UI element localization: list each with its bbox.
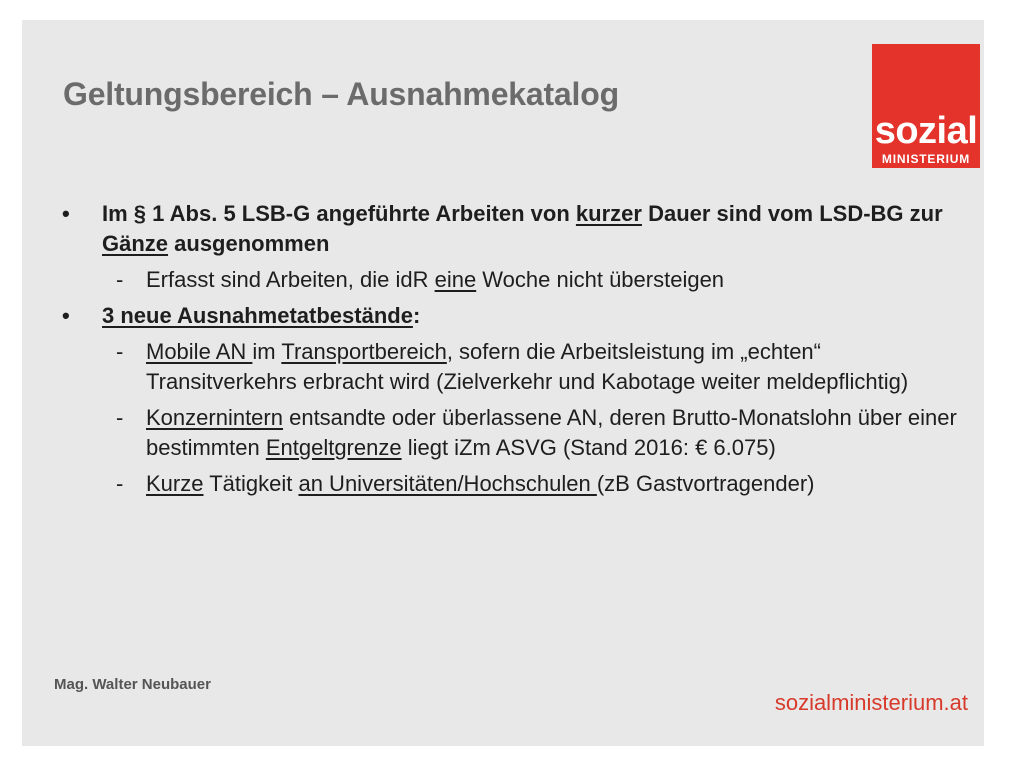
sub-bullet-text [146,267,724,292]
text-run: (zB Gastvortragender) [596,471,815,496]
text-run: eine [434,267,477,292]
bullet-text [102,201,943,256]
text-run: : [412,303,421,328]
text-run: , sofern die Arbeitsleistung im „echten“ Transitverkehrs erbracht wird (Zielverkehr und Kabotage weiter meldepflichtig) [146,339,909,394]
text-run: ausgenommen [168,231,330,256]
sub-bullet-item [60,265,960,295]
text-run: Woche nicht übersteigen [476,267,725,292]
sub-bullet-item [60,337,960,397]
text-run: Kurze [146,471,204,496]
text-run: entsandte oder überlassene AN, deren Brutto-Monatslohn über einer bestimmten [146,405,957,460]
sub-bullet-item [60,469,960,499]
sub-bullet-text [146,405,957,460]
sub-bullet-marker: - [116,471,124,496]
text-run: Konzernintern [146,405,283,430]
text-run: 3 neue Ausnahmetatbestände [102,303,413,328]
sub-bullet-marker: - [116,339,124,364]
logo-word: sozial [874,110,978,152]
footer-website[interactable]: sozialministerium.at [774,690,968,715]
text-run: Entgeltgrenze [265,435,402,460]
text-run: an Universitäten/Hochschulen [298,471,597,496]
logo-subtitle: MINISTERIUM [881,152,971,166]
text-run: Mobile AN [146,339,253,364]
bullet-marker: • [62,303,70,328]
slide [22,20,984,746]
slide-title: Geltungsbereich – Ausnahmekatalog [63,76,619,112]
text-run: Gänze [102,231,169,256]
text-run: Erfasst sind Arbeiten, die idR [146,267,435,292]
text-run: Transportbereich [281,339,447,364]
text-run: Im § 1 Abs. 5 LSB-G angeführte Arbeiten von [102,201,576,226]
text-run: kurzer [575,201,642,226]
sub-bullet-marker: - [116,267,124,292]
text-run: Tätigkeit [203,471,299,496]
bullet-text [102,303,420,328]
sub-bullet-marker: - [116,405,124,430]
sozialministerium-logo [872,44,980,168]
text-run: im [252,339,282,364]
bullet-list [60,199,960,505]
text-run: liegt iZm ASVG (Stand 2016: € 6.075) [401,435,776,460]
text-run: Dauer sind vom LSD-BG zur [641,201,943,226]
bullet-item [60,301,960,331]
sub-bullet-text [146,471,815,496]
sub-bullet-text [146,339,908,394]
bullet-item [60,199,960,259]
sub-bullet-item [60,403,960,463]
footer-author: Mag. Walter Neubauer [54,676,211,693]
bullet-marker: • [62,201,70,226]
